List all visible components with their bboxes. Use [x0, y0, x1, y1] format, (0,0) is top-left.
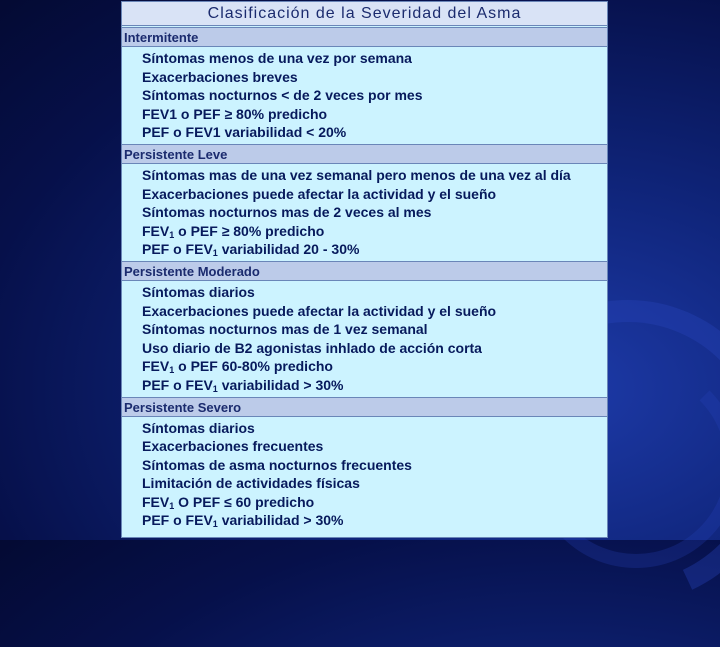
section-body	[122, 164, 607, 260]
criteria-text: Exacerbaciones puede afectar la actividad y el sueño	[142, 185, 497, 202]
subscript: 1	[212, 519, 218, 530]
criteria-item	[142, 185, 607, 204]
criteria-text: Síntomas de asma nocturnos frecuentes	[142, 456, 412, 473]
criteria-text: PEF o FEV	[142, 376, 213, 393]
criteria-item	[142, 86, 607, 105]
criteria-item	[142, 105, 607, 124]
section-heading: Intermitente	[122, 27, 607, 47]
section-heading: Persistente Severo	[122, 397, 607, 417]
subscript: 1	[169, 500, 175, 511]
criteria-item	[142, 49, 607, 68]
criteria-item	[142, 456, 607, 475]
subscript: 1	[212, 248, 218, 259]
criteria-item	[142, 68, 607, 87]
criteria-text: Síntomas diarios	[142, 283, 255, 300]
criteria-text: Síntomas nocturnos mas de 2 veces al mes	[142, 204, 432, 221]
criteria-text: Limitación de actividades físicas	[142, 475, 360, 492]
criteria-text: O PEF ≤ 60 predicho	[174, 493, 315, 510]
criteria-item	[142, 320, 607, 339]
criteria-item	[142, 302, 607, 321]
criteria-item	[142, 357, 607, 376]
criteria-item	[142, 419, 607, 438]
criteria-text: PEF o FEV1 variabilidad < 20%	[142, 124, 347, 141]
criteria-item	[142, 203, 607, 222]
criteria-item	[142, 511, 607, 530]
criteria-text: Síntomas mas de una vez semanal pero menos de una vez al día	[142, 166, 571, 183]
subscript: 1	[169, 229, 175, 240]
criteria-text: Síntomas menos de una vez por semana	[142, 50, 412, 66]
criteria-text: FEV	[142, 358, 170, 375]
criteria-text: Síntomas diarios	[142, 419, 255, 436]
criteria-text: PEF o FEV	[142, 512, 213, 529]
section-heading: Persistente Leve	[122, 144, 607, 164]
criteria-item	[142, 283, 607, 302]
section-body	[122, 47, 607, 143]
criteria-text: Exacerbaciones puede afectar la actividad y el sueño	[142, 302, 497, 319]
criteria-text: o PEF ≥ 80% predicho	[174, 222, 325, 239]
table-sections	[122, 27, 607, 531]
section-heading: Persistente Moderado	[122, 261, 607, 281]
table-title: Clasificación de la Severidad del Asma	[122, 2, 607, 26]
criteria-text: Uso diario de B2 agonistas inhlado de acción corta	[142, 339, 482, 356]
criteria-text: FEV1 o PEF ≥ 80% predicho	[142, 105, 328, 122]
criteria-text: FEV	[142, 222, 170, 239]
criteria-item	[142, 240, 607, 259]
subscript: 1	[212, 383, 218, 394]
criteria-item	[142, 474, 607, 493]
criteria-item	[142, 376, 607, 395]
criteria-text: o PEF 60-80% predicho	[174, 358, 333, 375]
severity-table	[121, 1, 608, 538]
criteria-text: Exacerbaciones breves	[142, 68, 298, 85]
criteria-text: PEF o FEV	[142, 241, 213, 258]
criteria-item	[142, 339, 607, 358]
criteria-item	[142, 437, 607, 456]
criteria-text: variabilidad 20 - 30%	[217, 241, 360, 258]
criteria-item	[142, 493, 607, 512]
criteria-item	[142, 166, 607, 185]
criteria-item	[142, 222, 607, 241]
criteria-text: variabilidad > 30%	[217, 376, 344, 393]
section-body	[122, 281, 607, 396]
criteria-text: Síntomas nocturnos < de 2 veces por mes	[142, 87, 423, 104]
criteria-text: Síntomas nocturnos mas de 1 vez semanal	[142, 321, 428, 338]
section-body	[122, 417, 607, 532]
criteria-item	[142, 123, 607, 142]
criteria-text: variabilidad > 30%	[217, 512, 344, 529]
criteria-text: FEV	[142, 493, 170, 510]
criteria-text: Exacerbaciones frecuentes	[142, 438, 324, 455]
subscript: 1	[169, 365, 175, 376]
